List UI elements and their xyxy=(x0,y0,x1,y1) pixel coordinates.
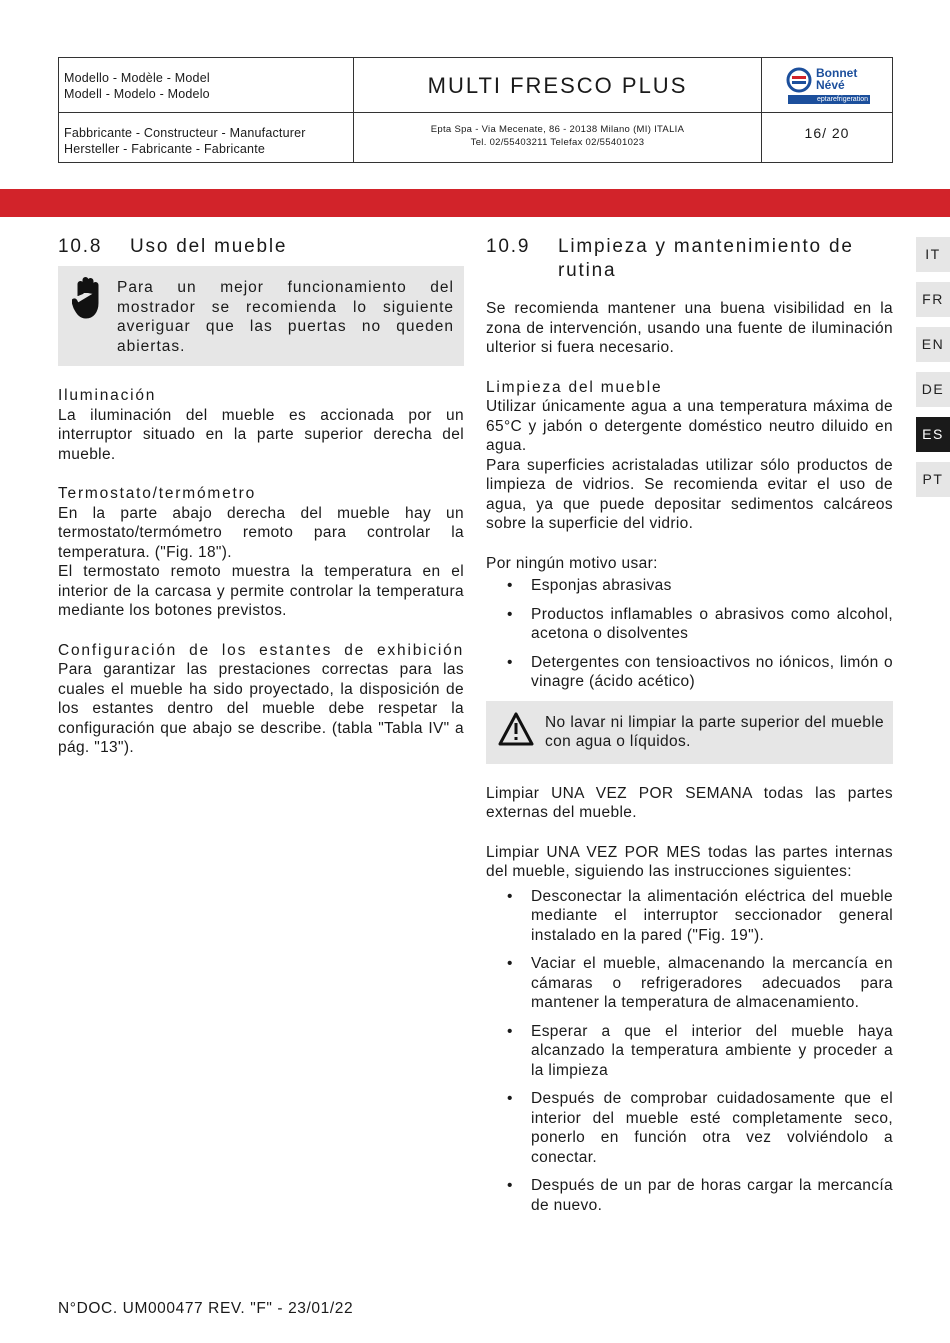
page-number: 16/ 20 xyxy=(804,125,850,141)
list-item: • Detergentes con tensioactivos no iónicos, limón o vinagre (ácido acético) xyxy=(486,653,893,692)
list-item: • Vaciar el mueble, almacenando la mercancía en cámaras o refrigeradores adecuados para mantener la temperatura de almacenamiento. xyxy=(486,954,893,1013)
cleaning-text-2: Para superficies acristaladas utilizar sólo productos de limpieza de vidrios. Se recomienda evitar el uso de agua, ya que puede depositar sedimentos calcáreos sobre la superficie del vidrio. xyxy=(486,456,893,532)
thermostat-text-1: En la parte abajo derecha del mueble hay un termostato/termómetro remoto para controlar la temperatura. ("Fig. 18"). xyxy=(58,504,464,561)
spacer xyxy=(486,283,893,299)
spacer xyxy=(486,823,893,843)
spacer xyxy=(486,764,893,784)
list-item: • Desconectar la alimentación eléctrica del mueble mediante el interruptor seccionador general instalado en la pared ("Fig. 19"). xyxy=(486,887,893,946)
cleaning-intro: Se recomienda mantener una buena visibilidad en la zona de intervención, usando una fuente de iluminación ulterior si fuera necesario. xyxy=(486,300,893,356)
bonnet-neve-logo xyxy=(786,66,870,106)
logo-subtitle-bar: eptarefrigeration xyxy=(788,95,870,104)
warning-note xyxy=(486,701,893,764)
cleaning-steps-list xyxy=(486,887,893,1216)
shelves-heading: Configuración de los estantes de exhibición xyxy=(58,641,464,659)
list-item: • Esponjas abrasivas xyxy=(486,576,893,596)
right-column xyxy=(486,235,893,1224)
tab-pt[interactable]: PT xyxy=(916,462,950,497)
logo-text-neve: Névé xyxy=(816,78,845,92)
model-label-line-1: Modello - Modèle - Model xyxy=(64,71,210,85)
never-use-heading: Por ningún motivo usar: xyxy=(486,554,658,572)
section-number: 10.9 xyxy=(486,236,531,257)
address-line-2: Tel. 02/55403211 Telefax 02/55401023 xyxy=(470,137,645,148)
stop-hand-icon xyxy=(72,276,104,320)
manufacturer-label-cell xyxy=(59,113,354,162)
stop-note xyxy=(58,266,464,366)
cleaning-text-1: Utilizar únicamente agua a una temperatura máxima de 65°C y jabón o detergente doméstico neutro diluido en agua. xyxy=(486,398,893,454)
manufacturer-address xyxy=(354,113,762,162)
section-heading-10-9 xyxy=(486,235,893,283)
document-number-footer: N°DOC. UM000477 REV. "F" - 23/01/22 xyxy=(58,1300,354,1317)
tab-fr[interactable]: FR xyxy=(916,282,950,317)
spacer xyxy=(58,621,464,641)
warning-triangle-icon xyxy=(498,711,534,747)
cleaning-heading: Limpieza del mueble xyxy=(486,378,663,396)
address-line-1: Epta Spa - Via Mecenate, 86 - 20138 Milano (MI) ITALIA xyxy=(430,124,685,135)
section-title: Uso del mueble xyxy=(130,236,288,257)
monthly-cleaning: Limpiar UNA VEZ POR MES todas las partes internas del mueble, siguiendo las instrucciones siguientes: xyxy=(486,843,893,880)
lighting-text: La iluminación del mueble es accionada por un interruptor situado en la parte superior derecha del mueble. xyxy=(58,406,464,463)
spacer xyxy=(58,366,464,386)
list-item: • Después de comprobar cuidadosamente que el interior del mueble esté completamente seco, ponerlo en función otra vez volviéndolo a conectar. xyxy=(486,1089,893,1167)
list-item: • Después de un par de horas cargar la mercancía de nuevo. xyxy=(486,1176,893,1215)
product-title: MULTI FRESCO PLUS xyxy=(354,58,762,113)
model-label-line-2: Modell - Modelo - Modelo xyxy=(64,87,210,101)
tab-it[interactable]: IT xyxy=(916,237,950,272)
logo-mark-icon xyxy=(786,66,812,94)
list-item: • Productos inflamables o abrasivos como alcohol, acetona o disolventes xyxy=(486,605,893,644)
never-use-list xyxy=(486,576,893,692)
lighting-heading: Iluminación xyxy=(58,387,157,404)
logo-cell xyxy=(762,58,892,113)
tab-en[interactable]: EN xyxy=(916,327,950,362)
thermostat-text-2: El termostato remoto muestra la temperatura en el interior de la carcasa y permite controlar la temperatura mediante los botones previstos. xyxy=(58,563,464,619)
stop-note-text: Para un mejor funcionamiento del mostrador se recomienda lo siguiente averiguar que las puertas no queden abiertas. xyxy=(117,279,454,355)
manufacturer-label-line-1: Fabbricante - Constructeur - Manufacturer xyxy=(64,126,306,140)
shelves-text: Para garantizar las prestaciones correctas para las cuales el mueble ha sido proyectado, la disposición de los estantes dentro del mueble debe respetar la configuración que abajo se describe. (tabla "Tabla IV" a pág. "13"). xyxy=(58,661,464,756)
section-title: Limpieza y mantenimiento de rutina xyxy=(558,236,854,281)
spacer xyxy=(486,358,893,378)
thermostat-heading: Termostato/termómetro xyxy=(58,485,257,502)
language-tabs xyxy=(916,237,950,507)
section-heading-10-8 xyxy=(58,235,464,259)
section-number: 10.8 xyxy=(58,236,103,257)
warning-text: No lavar ni limpiar la parte superior del mueble con agua o líquidos. xyxy=(545,713,884,750)
document-header xyxy=(58,57,893,163)
weekly-cleaning: Limpiar UNA VEZ POR SEMANA todas las partes externas del mueble. xyxy=(486,784,893,821)
tab-es[interactable]: ES xyxy=(916,417,950,452)
spacer xyxy=(486,534,893,554)
logo-text-bonnet: Bonnet xyxy=(816,66,858,80)
spacer xyxy=(58,464,464,484)
tab-de[interactable]: DE xyxy=(916,372,950,407)
list-item: • Esperar a que el interior del mueble haya alcanzado la temperatura ambiente y proceder a la limpieza xyxy=(486,1022,893,1081)
red-divider-band xyxy=(0,189,950,217)
manufacturer-label-line-2: Hersteller - Fabricante - Fabricante xyxy=(64,142,266,156)
left-column xyxy=(58,235,464,758)
model-label-cell xyxy=(59,58,354,113)
